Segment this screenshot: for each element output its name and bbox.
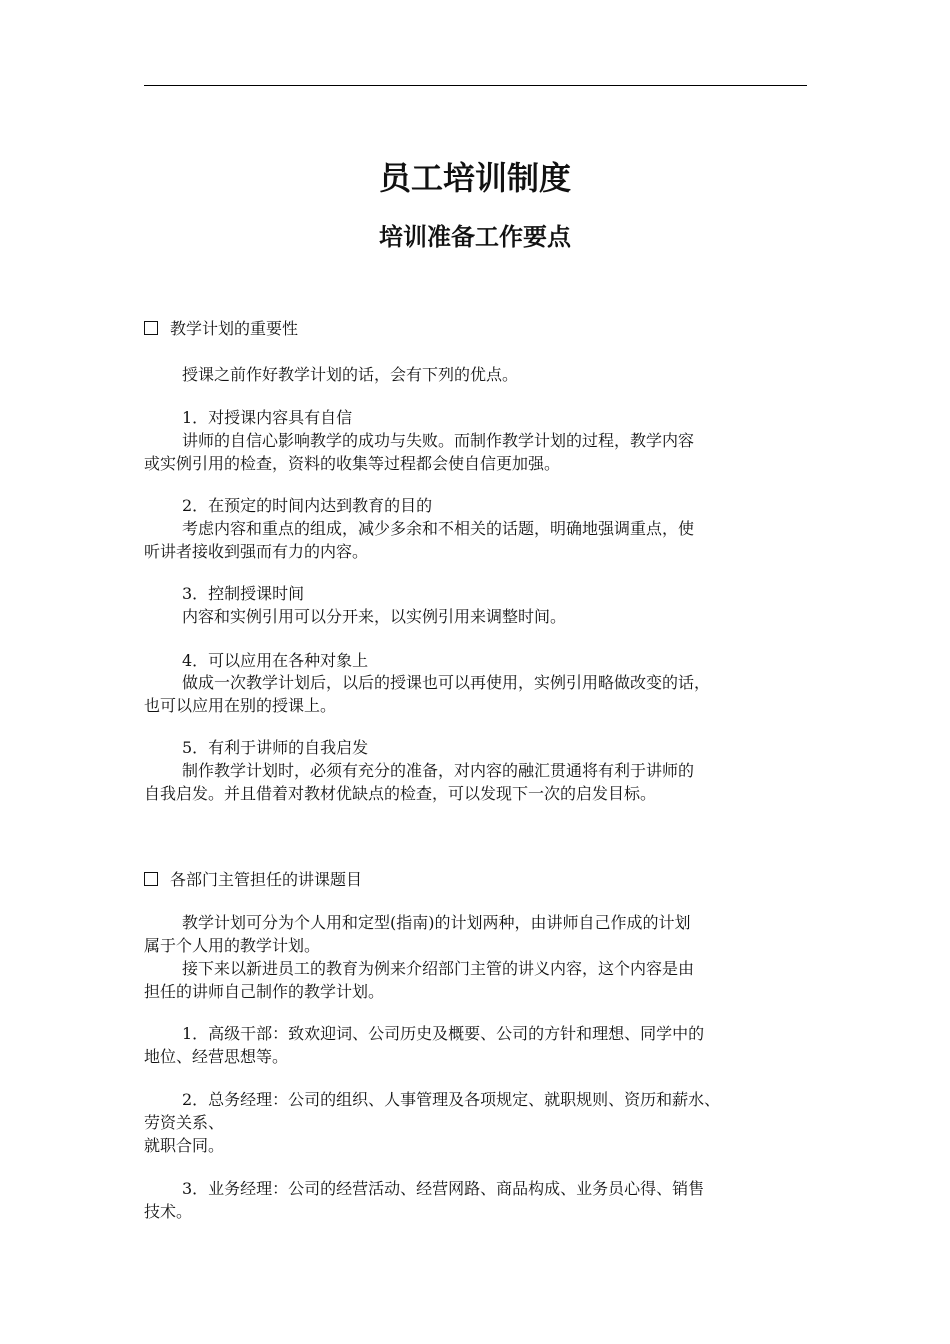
checkbox-square-icon bbox=[144, 321, 158, 335]
paragraph-line: 属于个人用的教学计划。 bbox=[144, 936, 321, 955]
item-body-line: 讲师的自信心影响教学的成功与失败。而制作教学计划的过程，教学内容 bbox=[182, 431, 695, 450]
item-title: 4．可以应用在各种对象上 bbox=[182, 651, 369, 670]
section-intro: 授课之前作好教学计划的话，会有下列的优点。 bbox=[182, 365, 519, 384]
item-body-line: 听讲者接收到强而有力的内容。 bbox=[144, 542, 369, 561]
item-body-line: 也可以应用在别的授课上。 bbox=[144, 696, 337, 715]
item-body-line: 做成一次教学计划后，以后的授课也可以再使用，实例引用略做改变的话， bbox=[182, 673, 711, 692]
list-item-line: 就职合同。 bbox=[144, 1136, 225, 1155]
item-body-line: 或实例引用的检查，资料的收集等过程都会使自信更加强。 bbox=[144, 454, 561, 473]
section-heading bbox=[144, 318, 298, 340]
paragraph-line: 接下来以新进员工的教育为例来介绍部门主管的讲义内容，这个内容是由 bbox=[182, 959, 695, 978]
header-rule bbox=[144, 85, 807, 86]
list-item-line: 2．总务经理：公司的组织、人事管理及各项规定、就职规则、资历和薪水、 bbox=[182, 1090, 721, 1109]
item-title: 5．有利于讲师的自我启发 bbox=[182, 738, 369, 757]
item-title: 2．在预定的时间内达到教育的目的 bbox=[182, 496, 433, 515]
paragraph-line: 担任的讲师自己制作的教学计划。 bbox=[144, 982, 385, 1001]
item-body-line: 考虑内容和重点的组成，减少多余和不相关的话题，明确地强调重点，使 bbox=[182, 519, 695, 538]
checkbox-square-icon bbox=[144, 872, 158, 886]
item-body-line: 自我启发。并且借着对教材优缺点的检查，可以发现下一次的启发目标。 bbox=[144, 784, 657, 803]
list-item-line: 1．高级干部：致欢迎词、公司历史及概要、公司的方针和理想、同学中的 bbox=[182, 1024, 705, 1043]
section-heading bbox=[144, 869, 362, 891]
item-body-line: 内容和实例引用可以分开来，以实例引用来调整时间。 bbox=[182, 607, 567, 626]
list-item-line: 地位、经营思想等。 bbox=[144, 1047, 289, 1066]
item-body-line: 制作教学计划时，必须有充分的准备，对内容的融汇贯通将有利于讲师的 bbox=[182, 761, 695, 780]
list-item-line: 劳资关系、 bbox=[144, 1113, 225, 1132]
list-item-line: 3．业务经理：公司的经营活动、经营网路、商品构成、业务员心得、销售 bbox=[182, 1179, 705, 1198]
paragraph-line: 教学计划可分为个人用和定型(指南)的计划两种，由讲师自己作成的计划 bbox=[182, 913, 691, 932]
document-subtitle: 培训准备工作要点 bbox=[379, 223, 571, 251]
item-title: 1．对授课内容具有自信 bbox=[182, 408, 353, 427]
section-heading-text: 教学计划的重要性 bbox=[170, 319, 299, 338]
section-heading-text: 各部门主管担任的讲课题目 bbox=[170, 870, 363, 889]
item-title: 3．控制授课时间 bbox=[182, 584, 305, 603]
list-item-line: 技术。 bbox=[144, 1202, 193, 1221]
document-title: 员工培训制度 bbox=[378, 159, 571, 197]
